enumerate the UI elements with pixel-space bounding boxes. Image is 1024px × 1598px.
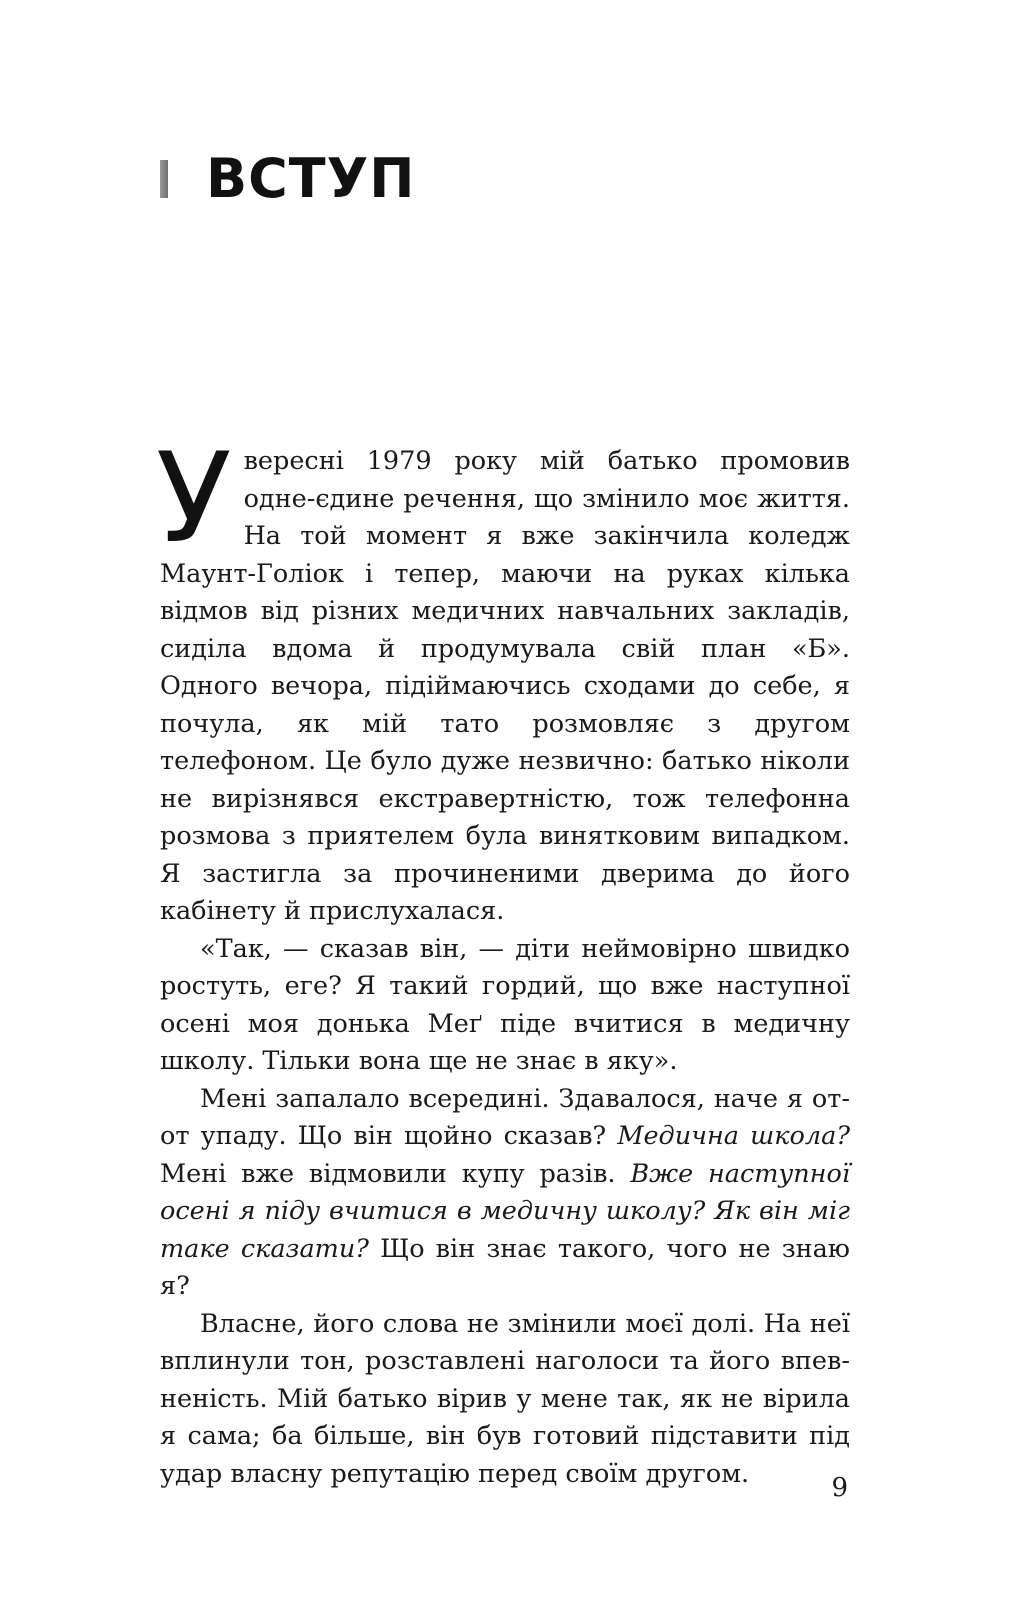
paragraph-3 [160, 1081, 850, 1306]
paragraph-3-text-1: Мені запалало всередині. Здавалося, наче я от-от упаду. Що він щойно сказав? [160, 1083, 850, 1151]
page-number: 9 [831, 1473, 848, 1503]
body-text [156, 427, 851, 1493]
chapter-marker-bar [160, 160, 168, 198]
paragraph-3-italic-1: Медична школа? [617, 1121, 850, 1151]
paragraph-3-italic-2: Вже наступної осені я піду вчитися в медичну школу? Як він міг таке сказати? [160, 1158, 850, 1264]
drop-cap: У [156, 427, 232, 571]
paragraph-4: Власне, його слова не змінили моєї долі. На неї вплинули тон, розставлені наголоси та його впевненість. Мій батько вірив у мене так, як не вірила я сама; ба більше, він був готовий підставити під удар власну репутацію перед своїм другом. [160, 1308, 850, 1489]
chapter-title: ВСТУП [206, 147, 416, 210]
paragraph-3-text-2: Мені вже відмовили купу разів. [160, 1158, 631, 1189]
paragraph-1 [156, 427, 850, 931]
paragraph-1-text: вересні 1979 року мій батько промовив одне-єдине речення, що змінило моє життя. На той момент я вже закінчила коледж Маунт-Голіок і тепер, маючи на руках кілька відмов від різних медичних навчальних закладів, сиділа вдома й продумувала свій план «Б». Одного вечора, підіймаючись сходами до себе, я почула, як мій тато розмовляє з другом телефоном. Це було дуже незвично: батько ніколи не вирізнявся екстравертністю, тож телефонна розмова з приятелем була винятковим випадком. Я застигла за прочиненими дверима до його кабінету й прислухалася. [160, 446, 850, 926]
paragraph-2: «Так, — сказав він, — діти неймовірно швидко ростуть, еге? Я такий гордий, що вже наступної осені моя донька Меґ піде вчитися в медичну школу. Тільки вона ще не знає в яку». [160, 933, 850, 1076]
paragraph-3-text-3: Що він знає такого, чого не знаю я? [160, 1233, 851, 1301]
